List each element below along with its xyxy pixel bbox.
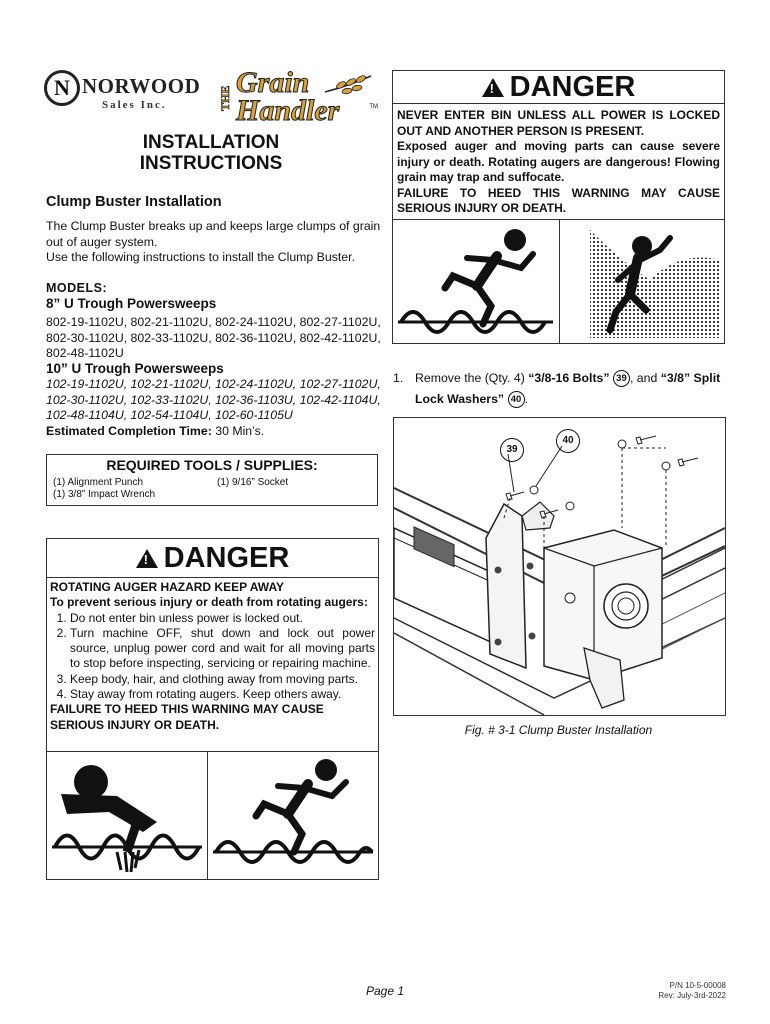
norwood-name: NORWOOD — [82, 74, 201, 98]
title-line2: INSTRUCTIONS — [139, 153, 283, 174]
callout-bolt-ref: 39 — [613, 370, 630, 387]
models-10in-heading: 10” U Trough Powersweeps — [46, 361, 224, 376]
danger-header — [47, 539, 378, 578]
danger-header-text: DANGER — [509, 70, 636, 103]
norwood-sub: Sales Inc. — [102, 99, 167, 111]
title-line1: INSTALLATION — [142, 132, 280, 153]
pictogram-arm-caught — [47, 752, 208, 880]
estimated-time — [46, 424, 264, 438]
estimated-time-label: Estimated Completion Time: — [46, 424, 212, 438]
grain-line1: Grain — [236, 66, 310, 99]
danger-box-auger — [46, 538, 379, 880]
danger-line1: ROTATING AUGER HAZARD KEEP AWAY — [50, 580, 285, 594]
danger-box-bin — [392, 70, 725, 344]
grain-the: THE — [218, 85, 232, 111]
person-auger-hazard-icon — [393, 220, 559, 344]
section-heading: Clump Buster Installation — [46, 194, 222, 210]
step-mid: , and — [629, 371, 658, 385]
danger-list-item: 3. Keep body, hair, and clothing away from moving parts. — [70, 672, 375, 687]
warning-triangle-icon — [482, 78, 504, 97]
grain-line2: Handler — [236, 94, 340, 127]
danger-line2: To prevent serious injury or death from rotating augers: — [50, 595, 368, 610]
tool-item: (1) 9/16” Socket — [217, 477, 289, 488]
tools-heading: REQUIRED TOOLS / SUPPLIES: — [106, 457, 318, 473]
step-pre: Remove the (Qty. 4) — [415, 371, 525, 385]
figure-caption: Fig. # 3-1 Clump Buster Installation — [464, 723, 653, 737]
pictogram-row — [393, 219, 724, 344]
danger-list — [50, 611, 375, 703]
danger-header-text: DANGER — [163, 541, 290, 574]
arm-auger-hazard-icon — [47, 752, 207, 880]
step-bolts: “3/8-16 Bolts” — [528, 371, 610, 385]
norwood-ring-icon — [44, 70, 80, 106]
intro-line1: The Clump Buster breaks up and keeps large clumps of grain out of auger system. — [46, 219, 381, 249]
figure-clump-buster — [393, 417, 726, 716]
callout-washer-ref: 40 — [508, 391, 525, 408]
page-number: Page 1 — [365, 984, 405, 998]
part-number-text: P/N 10-5-00008 — [669, 981, 726, 990]
tools-col2 — [217, 477, 288, 489]
figure-callout-a: 39 — [500, 438, 524, 462]
norwood-letter: N — [54, 75, 70, 100]
pictogram-person-auger — [393, 220, 560, 344]
step-washers: “3/8” Split Lock Washers” — [415, 371, 721, 406]
page-title — [46, 132, 376, 174]
pictogram-row — [47, 751, 378, 880]
models-label: MODELS: — [46, 281, 108, 295]
step-number: 1. — [393, 371, 404, 385]
figure-callout-b: 40 — [556, 429, 580, 453]
models-8in-heading: 8” U Trough Powersweeps — [46, 296, 217, 311]
tool-item: (1) 3/8” Impact Wrench — [53, 489, 156, 500]
models-10in-list: 102-19-1102U, 102-21-1102U, 102-24-1102U, 102-27-1102U, 102-30-1102U, 102-33-1102U, 102-36-1103U, 102-42-1104U, 102-48-1104U, 102-54-1104U, 102-60-1105U — [46, 377, 381, 422]
tool-item: (1) Alignment Punch — [53, 477, 144, 488]
step-end: . — [524, 392, 528, 406]
danger-text — [50, 580, 375, 733]
grain-tm: TM — [369, 104, 378, 110]
clump-buster-illustration — [394, 418, 725, 715]
estimated-time-value: 30 Min’s. — [215, 424, 265, 438]
warning-triangle-icon — [136, 549, 158, 568]
grain-handler-logo — [218, 66, 380, 132]
step-text — [415, 368, 731, 410]
intro-line2: Use the following instructions to install the Clump Buster. — [46, 250, 355, 264]
models-8in-list: 802-19-1102U, 802-21-1102U, 802-24-1102U, 802-27-1102U, 802-30-1102U, 802-33-1102U, 802-36-1102U, 802-42-1102U, 802-48-1102U — [46, 315, 381, 360]
intro-text — [46, 219, 381, 266]
pictogram-person-falling — [208, 752, 378, 880]
tools-col1 — [53, 477, 155, 501]
tools-box — [46, 454, 378, 506]
danger-line3: FAILURE TO HEED THIS WARNING MAY CAUSE SERIOUS INJURY OR DEATH. — [397, 185, 720, 215]
danger-list-item: 4. Stay away from rotating augers. Keep others away. — [70, 687, 375, 702]
person-auger-hazard-icon — [208, 752, 378, 880]
danger-list-item: 2. Turn machine OFF, shut down and lock out power source, unplug power cord and wait for all moving parts to stop before inspecting, servicing or repairing machine. — [70, 626, 375, 672]
grain-engulfment-icon — [560, 220, 724, 344]
part-number — [600, 981, 726, 1001]
danger-footer: FAILURE TO HEED THIS WARNING MAY CAUSE SERIOUS INJURY OR DEATH. — [50, 702, 324, 732]
revision-text: Rev: July-3rd-2022 — [658, 991, 726, 1000]
danger-text — [397, 108, 720, 217]
danger-list-item: 1. Do not enter bin unless power is locked out. — [70, 611, 375, 626]
danger-line1: NEVER ENTER BIN UNLESS ALL POWER IS LOCKED OUT AND ANOTHER PERSON IS PRESENT. — [397, 108, 720, 138]
danger-line2: Exposed auger and moving parts can cause severe injury or death. Rotating augers are dangerous! Flowing grain may trap and suffocate. — [397, 139, 720, 184]
norwood-logo — [44, 68, 212, 114]
pictogram-grain-engulf — [560, 220, 724, 344]
danger-header — [393, 71, 724, 104]
